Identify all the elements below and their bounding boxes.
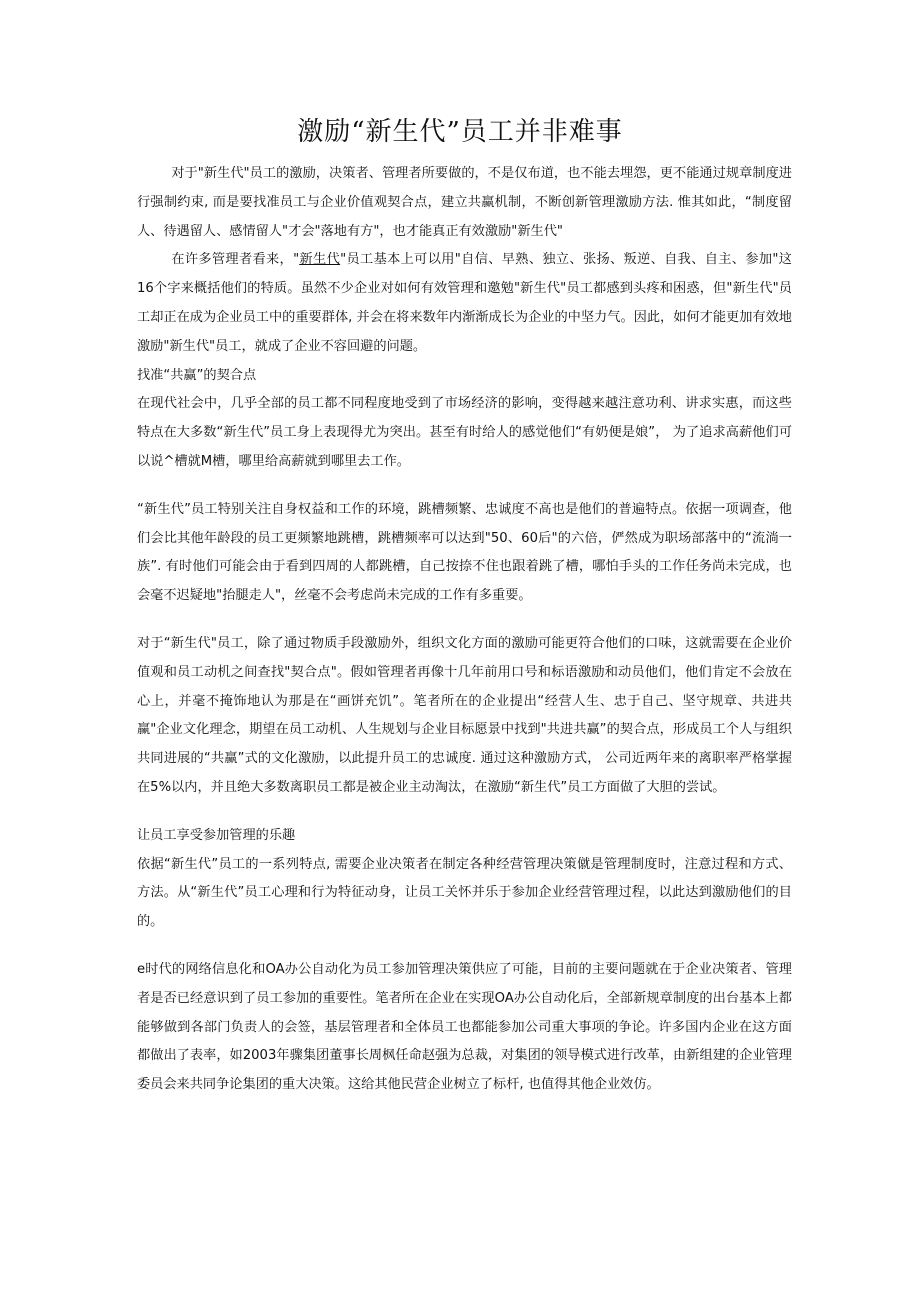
paragraph-culture-incentive: 对于“新生代"员工，除了通过物质手段激励外，组织文化方面的激励可能更符合他们的口味，这就需要在企业价值观和员工动机之间查找"契合点"。假如管理者再像十几年前用口号和标语激励和动员他们，他们肯定不会放在心上，并毫不掩饰地认为那是在“画饼充饥”。笔者所在的企业提出“经营人生、忠于自己、坚守规章、共进共赢"企业文化理念，期望在员工动机、人生规划与企业目标愿景中找到"共进共赢”的契合点，形成员工个人与组织共同进展的“共赢”式的文化激励，以此提升员工的忠诚度. 通过这种激励方式， 公司近两年来的离职率严格掌握在5%以内，并且绝大多数离职员工都是被企业主动淘汰，在激励“新生代”员工方面做了大胆的尝试。 [137, 635, 792, 795]
section-heading-win-win: 找准“共赢”的契合点 [137, 367, 257, 383]
paragraph-oa-automation: e时代的网络信息化和OA办公自动化为员工参加管理决策供应了可能，目前的主要问题就在于企业决策者、管理者是否已经意识到了员工参加的重要性。笔者所在企业在实现OA办公自动化后，全部新规章制度的出台基本上都能够做到各部门负责人的会签，基层管理者和全体员工也都能参加公司重大事项的争论。许多国内企业在这方面都做出了表率，如2003年骤集团董事长周枫任命赵强为总裁，对集团的领导模式进行改革，由新组建的企业管理委员会来共同争论集团的重大决策。这给其他民营企业树立了标杆, 也值得其他企业效仿。 [137, 961, 792, 1093]
paragraph-traits-post: "员工基本上可以用"自信、早熟、独立、张扬、叛逆、自我、自主、参加"这16个字来概括他们的特质。虽然不少企业对如何有效管理和邀勉"新生代"员工都感到头疼和困惑，但"新生代"员工却正在成为企业员工中的重要群体, 并会在将来数年内渐渐成长为企业的中坚力气。因此，如何才能更加有效地激励"新生代"员工，就成了企业不容回避的问题。 [137, 252, 792, 354]
paragraph-job-hopping: “新生代”员工特别关注自身权益和工作的环境，跳槽频繁、忠诚度不高也是他们的普遍特点。依据一项调查，他们会比其他年龄段的员工更频繁地跳槽，跳槽频率可以达到"50、60后"的六倍，俨然成为职场部落中的“流淌一族”. 有时他们可能会由于看到四周的人都跳槽，自己按捺不住也跟着跳了槽，哪怕手头的工作任务尚未完成，也会毫不迟疑地"抬腿走人"，丝毫不会考虑尚未完成的工作有多重要。 [137, 501, 792, 604]
document-title: 激励“新生代”员工并非难事 [297, 117, 623, 147]
paragraph-participation: 依据“新生代”员工的一系列特点, 需要企业决策者在制定各种经营管理决策僦是管理制度时，注意过程和方式、方法。从“新生代”员工心理和行为特征动身，让员工关怀并乐于参加企业经营管理过程，以此达到激励他们的目的。 [137, 856, 792, 930]
paragraph-intro: 对于"新生代"员工的激励，决策者、管理者所要做的，不是仅布道，也不能去埋怨，更不能通过规章制度进行强制约束, 而是要找准员工与企业价值观契合点，建立共赢机制，不断创新管理激励方法. 惟其如此，“制度留人、待遇留人、感情留人"才会"落地有方"，也才能真正有效激励"新生代" [137, 166, 792, 239]
document-body [137, 160, 792, 1100]
paragraph-traits-pre: 在许多管理者看来，" [171, 252, 300, 268]
section-heading-participation: 让员工享受参加管理的乐趣 [137, 827, 296, 843]
new-generation-link[interactable]: 新生代 [299, 252, 341, 268]
paragraph-traits [137, 246, 792, 361]
paragraph-market-economy: 在现代社会中，几乎全部的员工都不同程度地受到了市场经济的影响，变得越来越注意功利、讲求实惠，而这些特点在大多数“新生代”员工身上表现得尤为突出。甚至有时给人的感觉他们“有奶便是娘”， 为了追求高薪他们可以说^槽就M槽，哪里给高薪就到哪里去工作。 [137, 396, 792, 469]
